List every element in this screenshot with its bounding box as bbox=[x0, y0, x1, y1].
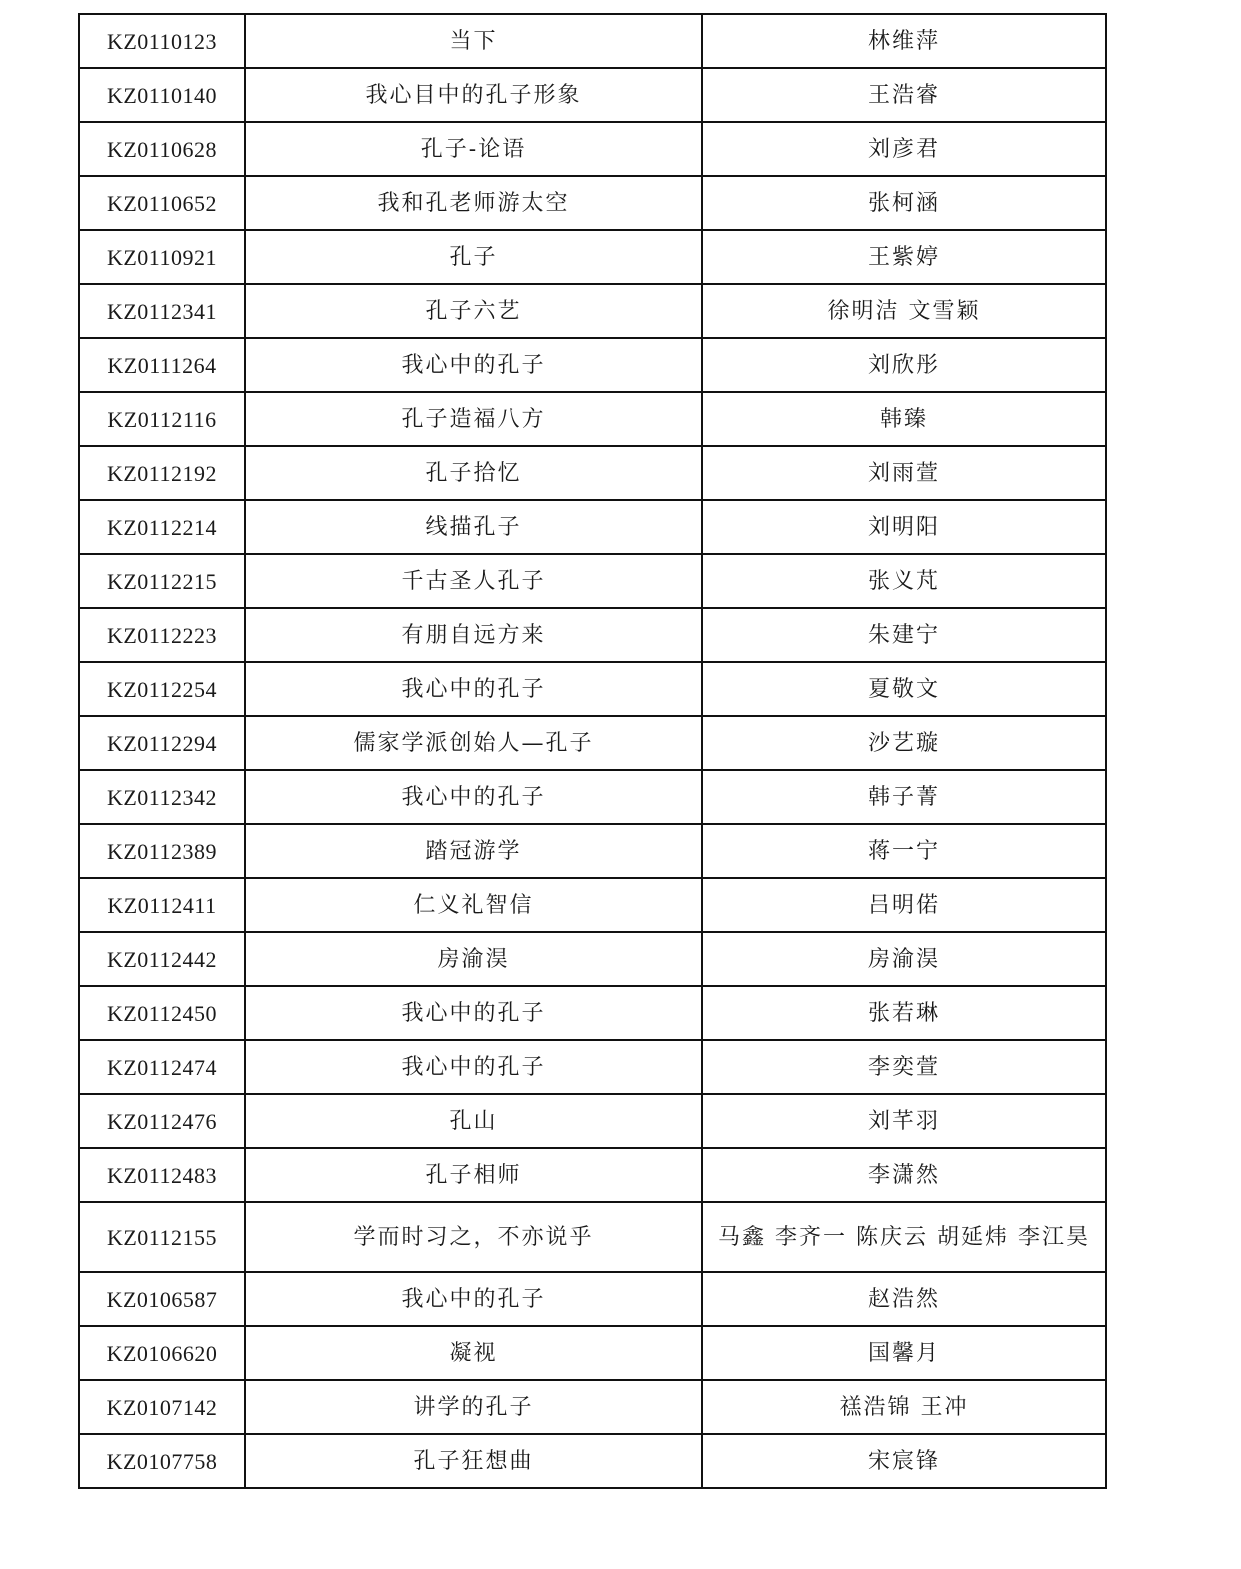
entry-id-cell: KZ0112223 bbox=[79, 608, 245, 662]
entry-author-cell: 刘彦君 bbox=[702, 122, 1106, 176]
entry-author-cell: 徐明洁 文雪颖 bbox=[702, 284, 1106, 338]
entry-id-cell: KZ0110123 bbox=[79, 14, 245, 68]
entry-title-cell: 孔子-论语 bbox=[245, 122, 702, 176]
entry-title-cell: 凝视 bbox=[245, 1326, 702, 1380]
entry-id-cell: KZ0112411 bbox=[79, 878, 245, 932]
entry-title-cell: 孔子狂想曲 bbox=[245, 1434, 702, 1488]
table-row bbox=[79, 986, 1106, 1040]
entry-id-cell: KZ0111264 bbox=[79, 338, 245, 392]
entry-title-cell: 我心中的孔子 bbox=[245, 986, 702, 1040]
entry-author-cell: 禚浩锦 王冲 bbox=[702, 1380, 1106, 1434]
entry-title-cell: 当下 bbox=[245, 14, 702, 68]
entry-title-cell: 我心中的孔子 bbox=[245, 770, 702, 824]
entry-author-cell: 韩臻 bbox=[702, 392, 1106, 446]
entry-title-cell: 我心中的孔子 bbox=[245, 662, 702, 716]
entry-author-cell: 林维萍 bbox=[702, 14, 1106, 68]
entry-title-cell: 我和孔老师游太空 bbox=[245, 176, 702, 230]
entry-id-cell: KZ0112483 bbox=[79, 1148, 245, 1202]
entry-author-cell: 张柯涵 bbox=[702, 176, 1106, 230]
entry-author-cell: 吕明偌 bbox=[702, 878, 1106, 932]
entry-author-cell: 刘芊羽 bbox=[702, 1094, 1106, 1148]
entry-id-cell: KZ0112342 bbox=[79, 770, 245, 824]
entry-title-cell: 孔子六艺 bbox=[245, 284, 702, 338]
table-row bbox=[79, 608, 1106, 662]
entry-title-cell: 孔子拾忆 bbox=[245, 446, 702, 500]
table-row bbox=[79, 14, 1106, 68]
entry-author-cell: 蒋一宁 bbox=[702, 824, 1106, 878]
entry-id-cell: KZ0112389 bbox=[79, 824, 245, 878]
table-row bbox=[79, 662, 1106, 716]
entry-id-cell: KZ0112116 bbox=[79, 392, 245, 446]
entry-id-cell: KZ0112214 bbox=[79, 500, 245, 554]
entry-id-cell: KZ0112474 bbox=[79, 1040, 245, 1094]
table-row bbox=[79, 230, 1106, 284]
table-row bbox=[79, 284, 1106, 338]
entry-id-cell: KZ0110628 bbox=[79, 122, 245, 176]
table-row bbox=[79, 1202, 1106, 1272]
entry-author-cell: 房渝淏 bbox=[702, 932, 1106, 986]
entry-author-cell: 朱建宁 bbox=[702, 608, 1106, 662]
table-row bbox=[79, 1380, 1106, 1434]
table-row bbox=[79, 176, 1106, 230]
entry-title-cell: 踏冠游学 bbox=[245, 824, 702, 878]
entry-author-cell: 马鑫 李齐一 陈庆云 胡延炜 李江昊 bbox=[702, 1202, 1106, 1272]
table-row bbox=[79, 1326, 1106, 1380]
table-row bbox=[79, 1434, 1106, 1488]
entry-id-cell: KZ0112341 bbox=[79, 284, 245, 338]
entry-author-cell: 王紫婷 bbox=[702, 230, 1106, 284]
entry-id-cell: KZ0112192 bbox=[79, 446, 245, 500]
entry-title-cell: 有朋自远方来 bbox=[245, 608, 702, 662]
entry-author-cell: 沙艺璇 bbox=[702, 716, 1106, 770]
entry-title-cell: 学而时习之，不亦说乎 bbox=[245, 1202, 702, 1272]
entry-id-cell: KZ0110652 bbox=[79, 176, 245, 230]
table-row bbox=[79, 932, 1106, 986]
entry-author-cell: 刘明阳 bbox=[702, 500, 1106, 554]
entry-author-cell: 夏敬文 bbox=[702, 662, 1106, 716]
entry-title-cell: 孔子相师 bbox=[245, 1148, 702, 1202]
table-row bbox=[79, 554, 1106, 608]
entry-id-cell: KZ0106587 bbox=[79, 1272, 245, 1326]
entry-title-cell: 线描孔子 bbox=[245, 500, 702, 554]
table-row bbox=[79, 392, 1106, 446]
entry-id-cell: KZ0112155 bbox=[79, 1202, 245, 1272]
table-row bbox=[79, 1094, 1106, 1148]
table-row bbox=[79, 122, 1106, 176]
entries-table bbox=[78, 13, 1107, 1489]
entry-id-cell: KZ0106620 bbox=[79, 1326, 245, 1380]
entry-id-cell: KZ0112450 bbox=[79, 986, 245, 1040]
table-row bbox=[79, 824, 1106, 878]
entry-id-cell: KZ0112476 bbox=[79, 1094, 245, 1148]
table-row bbox=[79, 500, 1106, 554]
entry-title-cell: 孔山 bbox=[245, 1094, 702, 1148]
entry-id-cell: KZ0112215 bbox=[79, 554, 245, 608]
entry-id-cell: KZ0112442 bbox=[79, 932, 245, 986]
entry-title-cell: 讲学的孔子 bbox=[245, 1380, 702, 1434]
entries-table-body bbox=[79, 14, 1106, 1488]
entry-title-cell: 仁义礼智信 bbox=[245, 878, 702, 932]
entry-title-cell: 我心中的孔子 bbox=[245, 1040, 702, 1094]
entry-author-cell: 张若琳 bbox=[702, 986, 1106, 1040]
entry-id-cell: KZ0110921 bbox=[79, 230, 245, 284]
entry-author-cell: 刘欣彤 bbox=[702, 338, 1106, 392]
entry-title-cell: 孔子造福八方 bbox=[245, 392, 702, 446]
entry-id-cell: KZ0112294 bbox=[79, 716, 245, 770]
entry-author-cell: 刘雨萱 bbox=[702, 446, 1106, 500]
table-row bbox=[79, 770, 1106, 824]
entry-title-cell: 儒家学派创始人—孔子 bbox=[245, 716, 702, 770]
table-row bbox=[79, 338, 1106, 392]
entry-title-cell: 千古圣人孔子 bbox=[245, 554, 702, 608]
entry-id-cell: KZ0110140 bbox=[79, 68, 245, 122]
entry-author-cell: 李奕萱 bbox=[702, 1040, 1106, 1094]
entry-author-cell: 国馨月 bbox=[702, 1326, 1106, 1380]
entry-id-cell: KZ0112254 bbox=[79, 662, 245, 716]
entry-author-cell: 李潇然 bbox=[702, 1148, 1106, 1202]
table-row bbox=[79, 68, 1106, 122]
entry-title-cell: 孔子 bbox=[245, 230, 702, 284]
entry-author-cell: 宋宸锋 bbox=[702, 1434, 1106, 1488]
entry-author-cell: 王浩睿 bbox=[702, 68, 1106, 122]
entry-id-cell: KZ0107142 bbox=[79, 1380, 245, 1434]
table-row bbox=[79, 446, 1106, 500]
table-row bbox=[79, 1040, 1106, 1094]
entry-author-cell: 韩子菁 bbox=[702, 770, 1106, 824]
entry-id-cell: KZ0107758 bbox=[79, 1434, 245, 1488]
entry-title-cell: 房渝淏 bbox=[245, 932, 702, 986]
entry-title-cell: 我心目中的孔子形象 bbox=[245, 68, 702, 122]
table-row bbox=[79, 1272, 1106, 1326]
table-row bbox=[79, 716, 1106, 770]
entry-author-cell: 赵浩然 bbox=[702, 1272, 1106, 1326]
entry-title-cell: 我心中的孔子 bbox=[245, 1272, 702, 1326]
entry-title-cell: 我心中的孔子 bbox=[245, 338, 702, 392]
table-row bbox=[79, 878, 1106, 932]
table-row bbox=[79, 1148, 1106, 1202]
entry-author-cell: 张义芃 bbox=[702, 554, 1106, 608]
